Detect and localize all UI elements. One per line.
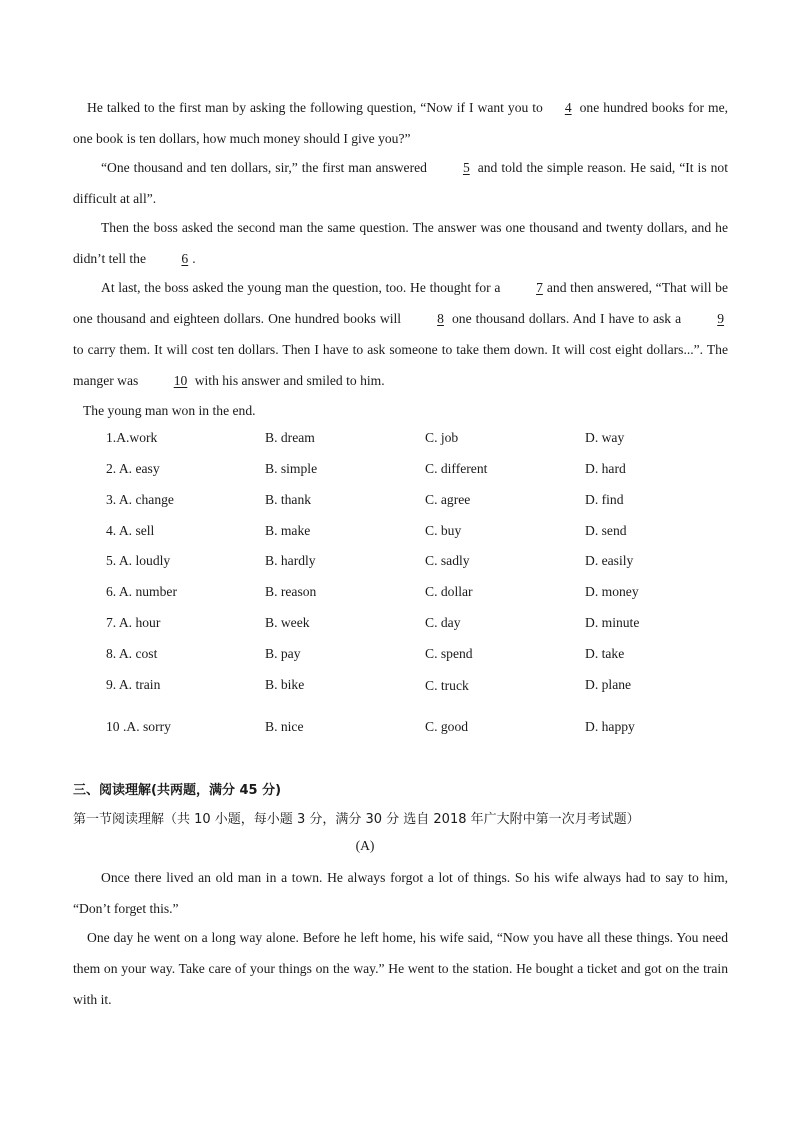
blank-9: 9	[717, 311, 725, 326]
option-row-7	[0, 613, 800, 633]
blank-4: 4	[564, 100, 572, 115]
paragraph-text: Then the boss asked the second man the same question. The answer was one thousand and twenty dollars, and he didn’t tell the	[73, 220, 728, 266]
paragraph-text: He talked to the first man by asking the following question, “Now if I want you to	[87, 100, 547, 115]
option-10-c: C. good	[425, 719, 469, 734]
option-1-d: D. way	[585, 430, 625, 445]
option-7-b: B. week	[265, 615, 310, 630]
paragraph-text: At last, the boss asked the young man the question, too. He thought for a	[101, 280, 505, 295]
option-2-c: C. different	[425, 461, 488, 476]
option-4-c: C. buy	[425, 523, 462, 538]
option-8-a: 8. A. cost	[106, 646, 158, 661]
option-row-5	[0, 551, 800, 571]
paragraph-text: with his answer and smiled to him.	[191, 373, 385, 388]
passage-a-paragraph-1: Once there lived an old man in a town. He always forgot a lot of things. So his wife always had to say to him, “Don’t forget this.”	[73, 870, 728, 916]
option-10-a: 10 .A. sorry	[106, 719, 171, 734]
option-8-d: D. take	[585, 646, 625, 661]
option-4-a: 4. A. sell	[106, 523, 155, 538]
option-row-1	[0, 428, 800, 448]
passage-paragraph-5: The young man won in the end.	[83, 403, 256, 418]
option-7-c: C. day	[425, 615, 461, 630]
option-6-b: B. reason	[265, 584, 317, 599]
passage-label: (A)	[355, 838, 375, 853]
blank-6: 6	[181, 251, 189, 266]
option-9-b: B. bike	[265, 677, 305, 692]
paragraph-text: one hundred books for me, one book is ten dollars, how much money should I give you?”	[73, 100, 729, 146]
option-6-d: D. money	[585, 584, 639, 599]
option-9-d: D. plane	[585, 677, 632, 692]
option-4-b: B. make	[265, 523, 311, 538]
option-7-d: D. minute	[585, 615, 640, 630]
option-1-a: 1.A.work	[106, 430, 158, 445]
paragraph-text: and then answered, “That will be one thousand and eighteen dollars. One hundred books will	[73, 280, 728, 326]
option-4-d: D. send	[585, 523, 627, 538]
option-8-c: C. spend	[425, 646, 473, 661]
option-5-c: C. sadly	[425, 553, 470, 568]
option-5-d: D. easily	[585, 553, 634, 568]
paragraph-text: to carry them. It will cost ten dollars. Then I have to ask someone to take them down. It will cost eight dollars...”. The manger was	[73, 342, 728, 388]
option-row-2	[0, 459, 800, 479]
option-9-a: 9. A. train	[106, 677, 161, 692]
passage-paragraph-4	[73, 272, 728, 396]
option-9-c: C. truck	[425, 678, 469, 693]
blank-5: 5	[462, 160, 470, 175]
option-1-c: C. job	[425, 430, 459, 445]
blank-10: 10	[173, 373, 188, 388]
option-10-d: D. happy	[585, 719, 635, 734]
option-2-a: 2. A. easy	[106, 461, 160, 476]
passage-a-paragraph-2: One day he went on a long way alone. Before he left home, his wife said, “Now you have all these things. You need them on your way. Take care of your things on the way.” He went to the station. He bought a ticket and got on the train with it.	[73, 930, 728, 1007]
blank-7: 7	[536, 280, 543, 295]
section-subtitle: 第一节阅读理解（共 10 小题，每小题 3 分，满分 30 分 选自 2018 年广大附中第一次月考试题）	[73, 812, 640, 827]
option-row-9	[0, 675, 800, 695]
paragraph-text: one thousand dollars. And I have to ask a	[447, 311, 686, 326]
passage-paragraph-1	[73, 92, 728, 154]
option-row-10	[0, 717, 800, 737]
option-6-a: 6. A. number	[106, 584, 177, 599]
option-8-b: B. pay	[265, 646, 301, 661]
option-1-b: B. dream	[265, 430, 315, 445]
option-2-b: B. simple	[265, 461, 318, 476]
option-6-c: C. dollar	[425, 584, 473, 599]
paragraph-text: “One thousand and ten dollars, sir,” the first man answered	[101, 160, 431, 175]
option-5-a: 5. A. loudly	[106, 553, 171, 568]
passage-paragraph-3	[73, 212, 728, 274]
option-3-a: 3. A. change	[106, 492, 174, 507]
option-3-b: B. thank	[265, 492, 312, 507]
option-3-d: D. find	[585, 492, 624, 507]
blank-8: 8	[437, 311, 444, 326]
option-row-6	[0, 582, 800, 602]
option-7-a: 7. A. hour	[106, 615, 161, 630]
option-row-8	[0, 644, 800, 664]
option-3-c: C. agree	[425, 492, 471, 507]
section-title: 三、阅读理解(共两题，满分 45 分)	[73, 783, 282, 798]
paragraph-text: and told the simple reason. He said, “It is not difficult at all”.	[73, 160, 728, 206]
paragraph-text: .	[192, 251, 196, 266]
passage-paragraph-2	[73, 152, 728, 214]
option-row-4	[0, 521, 800, 541]
option-10-b: B. nice	[265, 719, 304, 734]
option-row-3	[0, 490, 800, 510]
option-2-d: D. hard	[585, 461, 626, 476]
option-5-b: B. hardly	[265, 553, 316, 568]
